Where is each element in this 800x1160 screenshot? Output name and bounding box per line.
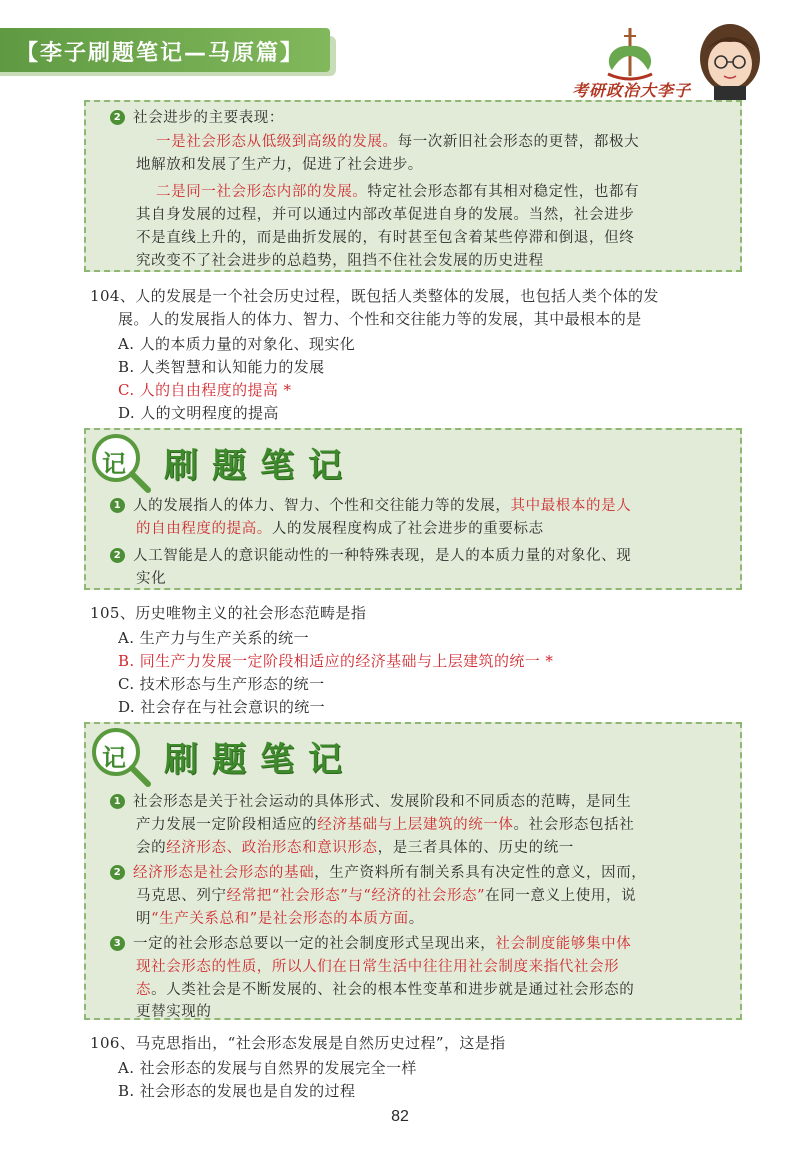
q106-option-a: A. 社会形态的发展与自然界的发展完全一样 [118,1059,417,1077]
tree-icon [608,28,652,79]
box1-line3: 地解放和发展了生产力，促进了社会进步。 [136,157,423,173]
q104-option-b: B. 人类智慧和认知能力的发展 [118,358,325,376]
q104-option-c-correct: C. 人的自由程度的提高 * [118,381,292,399]
bullet-1-icon: 1 [110,498,125,513]
note2-p2-line2: 马克思、列宁经常把“社会形态”与“经济的社会形态”在同一意义上使用，说 [136,888,637,904]
note-title: 刷题笔记 [164,740,356,780]
note1-p1-line2: 的自由程度的提高。人的发展程度构成了社会进步的重要标志 [136,521,544,537]
note-title: 刷题笔记 [164,446,356,486]
bullet-2-icon: 2 [110,548,125,563]
note2-p2-line3: 明“生产关系总和”是社会形态的本质方面。 [136,911,424,927]
q104-stem-line2: 展。人的发展指人的体力、智力、个性和交往能力等的发展，其中最根本的是 [118,310,642,328]
note2-p3-line1: 3 一定的社会形态总要以一定的社会制度形式呈现出来，社会制度能够集中体 [110,932,631,953]
box1-line4: 二是同一社会形态内部的发展。特定社会形态都有其相对稳定性，也都有 [156,184,640,200]
q105-stem: 105、历史唯物主义的社会形态范畴是指 [90,604,367,622]
bullet-2-icon: 2 [110,110,125,125]
q105-option-b-correct: B. 同生产力发展一定阶段相适应的经济基础与上层建筑的统一 * [118,652,554,670]
brand-text: 考研政治大李子 [572,81,692,100]
box1-line6: 不是直线上升的，而是曲折发展的，有时甚至包含着某些停滞和倒退，但终 [136,230,635,246]
note2-p1-line3: 会的经济形态、政治形态和意识形态，是三者具体的、历史的统一 [136,840,574,856]
note2-p3-line2: 现社会形态的性质，所以人们在日常生活中往往用社会制度来指代社会形 [136,959,620,975]
header-title: 【李子刷题笔记—马原篇】 [16,41,305,66]
q104-option-a: A. 人的本质力量的对象化、现实化 [118,335,356,353]
q104-stem-line1: 104、人的发展是一个社会历史过程，既包括人类整体的发展，也包括人类个体的发 [90,287,659,305]
note1-p1-line1: 1 人的发展指人的体力、智力、个性和交往能力等的发展，其中最根本的是人 [110,494,631,515]
note-header-104 [88,430,388,496]
bullet-2-icon: 2 [110,865,125,880]
q105-option-a: A. 生产力与生产关系的统一 [118,629,309,647]
note-icon-char: 记 [102,743,126,772]
q104-option-d: D. 人的文明程度的提高 [118,404,279,422]
q105-option-d: D. 社会存在与社会意识的统一 [118,698,326,716]
q105-option-c: C. 技术形态与生产形态的统一 [118,675,325,693]
box1-line2: 一是社会形态从低级到高级的发展。每一次新旧社会形态的更替，都极大 [156,134,640,150]
note2-p3-line4: 更替实现的 [136,1004,212,1020]
note2-p1-line1: 1 社会形态是关于社会运动的具体形式、发展阶段和不同质态的范畴，是同生 [110,790,631,811]
avatar [700,24,760,100]
note2-p2-line1: 2 经济形态是社会形态的基础，生产资料所有制关系具有决定性的意义，因而， [110,861,646,882]
box1-line7: 究改变不了社会进步的总趋势，阻挡不住社会发展的历史进程 [136,253,544,269]
bullet-1-icon: 1 [110,794,125,809]
note-header-105 [88,724,388,790]
note2-p1-line2: 产力发展一定阶段相适应的经济基础与上层建筑的统一体。社会形态包括社 [136,817,635,833]
page-number: 82 [391,1108,409,1125]
q106-option-b: B. 社会形态的发展也是自发的过程 [118,1082,356,1100]
note1-p2-line2: 实化 [136,571,167,587]
bullet-3-icon: 3 [110,936,125,951]
box1-line1: 2 社会进步的主要表现： [110,106,284,127]
note1-p2-line1: 2 人工智能是人的意识能动性的一种特殊表现，是人的本质力量的对象化、现 [110,544,631,565]
note-icon-char: 记 [102,449,126,478]
note2-p3-line3: 态。人类社会是不断发展的、社会的根本性变革和进步就是通过社会形态的 [136,982,635,998]
box1-line5: 其自身发展的过程，并可以通过内部改革促进自身的发展。当然，社会进步 [136,207,635,223]
q106-stem: 106、马克思指出，“社会形态发展是自然历史过程”，这是指 [90,1034,506,1052]
